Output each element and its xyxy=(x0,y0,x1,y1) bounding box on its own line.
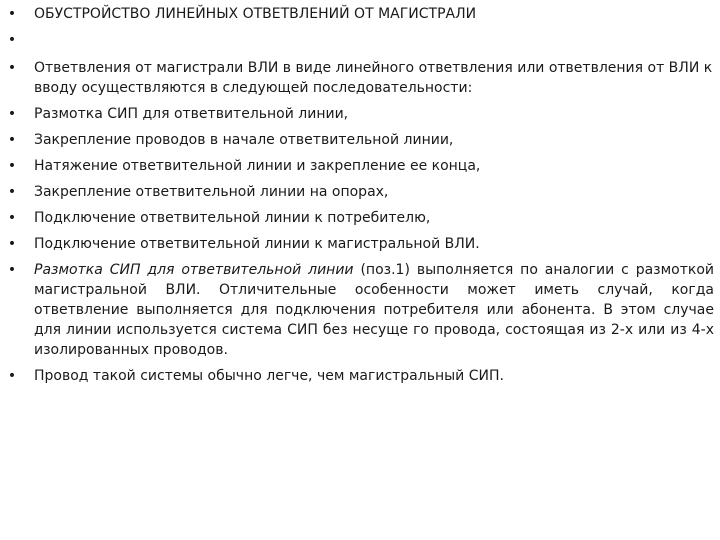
bullet-icon: • xyxy=(7,132,17,148)
detail-italic-lead: Размотка СИП для ответвительной линии xyxy=(34,262,354,278)
list-item-step xyxy=(6,104,714,124)
step-text: Натяжение ответвительной линии и закрепление ее конца, xyxy=(34,158,481,174)
bullet-icon: • xyxy=(7,210,17,226)
closing-text: Провод такой системы обычно легче, чем магистральный СИП. xyxy=(34,368,504,384)
bullet-icon: • xyxy=(7,368,17,384)
list-item-closing xyxy=(6,366,714,386)
step-text: Размотка СИП для ответвительной линии, xyxy=(34,106,349,122)
bullet-icon: • xyxy=(7,6,17,22)
list-item-detail xyxy=(6,260,714,360)
list-item-intro xyxy=(6,58,714,98)
bullet-icon: • xyxy=(7,158,17,174)
list-item-empty xyxy=(6,30,714,50)
list-item-step xyxy=(6,156,714,176)
intro-text: Ответвления от магистрали ВЛИ в виде линейного ответвления или ответвления от ВЛИ к вводу осуществляются в следующей последовательности: xyxy=(34,60,713,96)
step-text: Закрепление проводов в начале ответвительной линии, xyxy=(34,132,454,148)
bullet-icon: • xyxy=(7,32,17,48)
bullet-icon: • xyxy=(7,236,17,252)
page-title: ОБУСТРОЙСТВО ЛИНЕЙНЫХ ОТВЕТВЛЕНИЙ ОТ МАГИСТРАЛИ xyxy=(34,6,477,22)
bullet-list xyxy=(6,4,714,392)
bullet-icon: • xyxy=(7,262,17,278)
bullet-icon: • xyxy=(7,184,17,200)
list-item-heading xyxy=(6,4,714,24)
bullet-icon: • xyxy=(7,60,17,76)
step-text: Закрепление ответвительной линии на опорах, xyxy=(34,184,389,200)
detail-text: (поз.1) выполняется по аналогии с размоткой магистральной ВЛИ. Отличительные особенности может иметь случай, когда ответвление выполняется для подключения потребителя или абонента. В этом случае для линии используется система СИП без несуще го провода, состоящая из 2-х или из 4-х изолированных проводов. xyxy=(34,262,715,358)
list-item-step xyxy=(6,234,714,254)
step-text: Подключение ответвительной линии к магистральной ВЛИ. xyxy=(34,236,480,252)
bullet-icon: • xyxy=(7,106,17,122)
list-item-step xyxy=(6,208,714,228)
list-item-step xyxy=(6,182,714,202)
step-text: Подключение ответвительной линии к потребителю, xyxy=(34,210,431,226)
list-item-step xyxy=(6,130,714,150)
